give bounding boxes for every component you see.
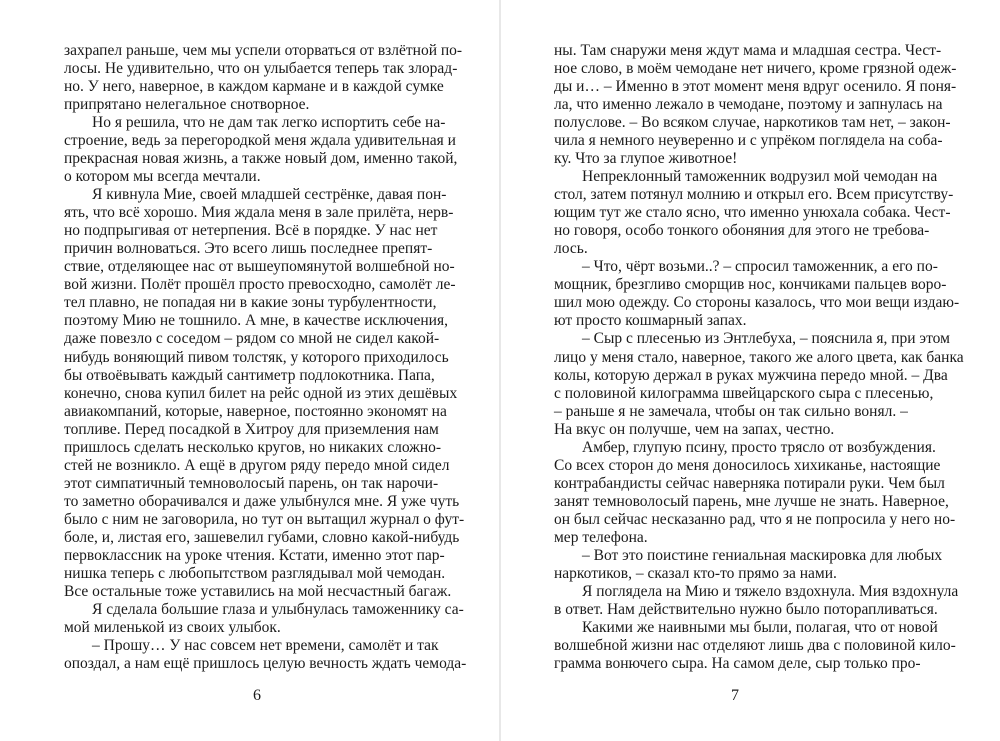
text-line: первоклассник на уроке чтения. Кстати, именно этот пар- bbox=[64, 547, 445, 564]
text-line: этот симпатичный темноволосый парень, он так нарочи- bbox=[64, 475, 439, 492]
page-number: 6 bbox=[253, 687, 261, 704]
text-line: мер телефона. bbox=[554, 529, 648, 546]
text-line: колы, которую держал в руках мужчина передо мной. – Два bbox=[554, 367, 948, 384]
text-line: – раньше я не замечала, чтобы он так сильно вонял. – bbox=[554, 403, 908, 420]
text-line: ку. Что за глупое животное! bbox=[554, 150, 738, 167]
text-line: вой жизни. Полёт прошёл просто превосходно, самолёт ле- bbox=[64, 276, 456, 293]
text-line: На вкус он получше, чем на запах, честно. bbox=[554, 421, 835, 438]
text-line: тел плавно, не попадая ни в какие зоны турбулентности, bbox=[64, 294, 437, 311]
text-line: стол, затем потянул молнию и открыл его. Всем присутству- bbox=[554, 186, 954, 203]
text-line: пришлось сделать несколько кругов, но никаких сложно- bbox=[64, 439, 442, 456]
text-line: мой миленькой из своих улыбок. bbox=[64, 619, 281, 636]
text-line: ны. Там снаружи меня ждут мама и младшая сестра. Чест- bbox=[554, 42, 942, 59]
text-line: причин волноваться. Это всего лишь последнее препят- bbox=[64, 240, 433, 257]
text-line: то заметно оборачивался и даже улыбнулся мне. Я уже чуть bbox=[64, 493, 460, 510]
text-line: грамма вонючего сыра. На самом деле, сыр только про- bbox=[554, 655, 921, 672]
text-line: поэтому Мию не тошнило. А мне, в качестве исключения, bbox=[64, 312, 448, 329]
text-line: – Сыр с плесенью из Энтлебуха, – пояснила я, при этом bbox=[582, 330, 950, 347]
text-line: но говоря, особо тонкого обоняния для этого не требова- bbox=[554, 222, 930, 239]
text-line: ла, что именно лежало в чемодане, поэтому и запнулась на bbox=[554, 96, 943, 113]
text-line: ющим тут же стало ясно, что именно унюхала собака. Чест- bbox=[554, 204, 951, 221]
text-line: нишка теперь с любопытством разглядывал мой чемодан. bbox=[64, 565, 446, 582]
left-page bbox=[0, 0, 499, 741]
text-line: – Вот это поистине гениальная маскировка для любых bbox=[582, 547, 943, 564]
text-line: лось. bbox=[554, 240, 588, 257]
text-line: нибудь воняющий пивом толстяк, у которого приходилось bbox=[64, 349, 449, 366]
text-line: мощник, брезгливо сморщив нос, кончиками пальцев воро- bbox=[554, 276, 947, 293]
text-line: стей не возникло. А ещё в другом ряду передо мной сидел bbox=[64, 457, 450, 474]
text-line: прекрасная новая жизнь, а также новый дом, именно такой, bbox=[64, 150, 458, 167]
text-line: – Прошу… У нас совсем нет времени, самолёт и так bbox=[92, 637, 439, 654]
text-line: конечно, снова купил билет на рейс одной из этих дешёвых bbox=[64, 385, 458, 402]
text-line: занят темноволосый парень, мне лучше не знать. Наверное, bbox=[554, 493, 949, 510]
text-line: ды и… – Именно в этот момент меня вдруг осенило. Я поня- bbox=[554, 78, 957, 95]
text-line: полуслове. – Во всяком случае, наркотиков там нет, – закон- bbox=[554, 114, 951, 131]
text-line: ствие, отделяющее нас от вышеупомянутой волшебной но- bbox=[64, 258, 455, 275]
text-line: строение, ведь за перегородкой меня ждала удивительная и bbox=[64, 132, 456, 149]
text-line: Какими же наивными мы были, полагая, что от новой bbox=[582, 619, 938, 636]
text-line: в ответ. Нам действительно нужно было поторапливаться. bbox=[554, 601, 938, 618]
text-line: о котором мы всегда мечтали. bbox=[64, 168, 261, 185]
text-line: топливе. Перед посадкой в Хитроу для приземления нам bbox=[64, 421, 439, 438]
text-line: было с ним не заговорила, но тут он вытащил журнал о фут- bbox=[64, 511, 465, 528]
text-line: контрабандисты сейчас наверняка потирали руки. Чем был bbox=[554, 475, 945, 492]
text-line: Непреклонный таможенник водрузил мой чемодан на bbox=[582, 168, 938, 185]
text-line: ное слово, в моём чемодане нет ничего, кроме грязной одеж- bbox=[554, 60, 957, 77]
text-line: Я сделала большие глаза и улыбнулась таможеннику са- bbox=[92, 601, 464, 618]
text-line: волшебной жизни нас отделяют лишь два с половиной кило- bbox=[554, 637, 956, 654]
text-line: Амбер, глупую псину, просто трясло от возбуждения. bbox=[582, 439, 936, 456]
text-line: Я поглядела на Мию и тяжело вздохнула. Мия вздохнула bbox=[582, 583, 959, 600]
text-line: но подпрыгивая от нетерпения. Всё в порядке. У нас нет bbox=[64, 222, 438, 239]
text-line: ять, что всё хорошо. Мия ждала меня в зале прилёта, нерв- bbox=[64, 204, 454, 221]
text-line: захрапел раньше, чем мы успели оторваться от взлётной по- bbox=[64, 42, 463, 59]
text-line: ют просто кошмарный запах. bbox=[554, 312, 747, 329]
text-line: – Что, чёрт возьми..? – спросил таможенник, а его по- bbox=[582, 258, 938, 275]
text-line: лицо у меня стало, наверное, такого же алого цвета, как банка bbox=[554, 349, 964, 366]
text-line: но. У него, наверное, в каждом кармане и в каждой сумке bbox=[64, 78, 444, 95]
text-line: шил мою одежду. Со стороны казалось, что мои вещи издаю- bbox=[554, 294, 960, 311]
text-line: он был сейчас несказанно рад, что я не попросила у него но- bbox=[554, 511, 956, 528]
text-line: Все остальные тоже уставились на мой несчастный багаж. bbox=[64, 583, 452, 600]
right-page bbox=[501, 0, 1000, 741]
text-line: авиакомпаний, которые, наверное, постоянно экономят на bbox=[64, 403, 447, 420]
text-line: Я кивнула Мие, своей младшей сестрёнке, давая пон- bbox=[92, 186, 447, 203]
page-number: 7 bbox=[731, 687, 739, 704]
text-line: наркотиков, – сказал кто-то прямо за нами. bbox=[554, 565, 837, 582]
text-line: даже повезло с соседом – рядом со мной не сидел какой- bbox=[64, 330, 440, 347]
text-line: лосы. Не удивительно, что он улыбается теперь так злорад- bbox=[64, 60, 458, 77]
text-line: опоздал, а нам ещё пришлось целую вечность ждать чемода- bbox=[64, 655, 467, 672]
text-line: чила я немного неуверенно и с упрёком поглядела на соба- bbox=[554, 132, 943, 149]
text-line: припрятано нелегальное снотворное. bbox=[64, 96, 310, 113]
text-line: Но я решила, что не дам так легко испортить себе на- bbox=[92, 114, 446, 131]
text-line: Со всех сторон до меня доносилось хихиканье, настоящие bbox=[554, 457, 941, 474]
text-line: боле, и, листая его, зашевелил губами, словно какой-нибудь bbox=[64, 529, 460, 546]
text-line: бы отвоёвывать каждый сантиметр подлокотника. Папа, bbox=[64, 367, 435, 384]
text-line: с половиной килограмма швейцарского сыра с плесенью, bbox=[554, 385, 934, 402]
